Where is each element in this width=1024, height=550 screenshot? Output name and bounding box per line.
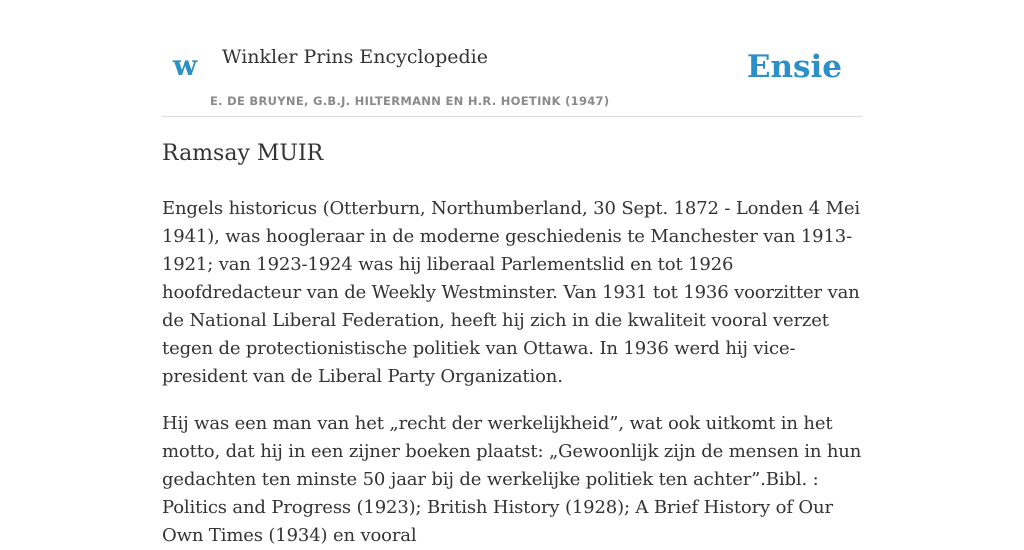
encyclopedia-authors: E. DE BRUYNE, G.B.J. HILTERMANN EN H.R. HOETINK (1947): [210, 94, 610, 108]
article-paragraph: Hij was een man van het „recht der werkelijkheid”, wat ook uitkomt in het motto, dat hij in een zijner boeken plaatst: „Gewoonlijk zijn de mensen in hun gedachten ten minste 50 jaar bij de werkelijke politiek ten achter”.Bibl. : Politics and Progress (1923); British History (1928); A Brief History of Our Own Times (1934) en vooral: [162, 413, 862, 546]
article-title: Ramsay MUIR: [162, 141, 324, 166]
encyclopedia-title[interactable]: Winkler Prins Encyclopedie: [222, 46, 488, 68]
winkler-prins-logo[interactable]: w: [173, 49, 198, 82]
article: [162, 138, 862, 550]
article-paragraph: Engels historicus (Otterburn, Northumberland, 30 Sept. 1872 - Londen 4 Mei 1941), was hoogleraar in de moderne geschiedenis te Manchester van 1913-1921; van 1923-1924 was hij liberaal Parlementslid en tot 1926 hoofdredacteur van de Weekly Westminster. Van 1931 tot 1936 voorzitter van de National Liberal Federation, heeft hij zich in die kwaliteit vooral verzet tegen de protectionistische politiek van Ottawa. In 1936 werd hij vice-president van de Liberal Party Organization.: [162, 198, 860, 387]
ensie-brand-logo[interactable]: Ensie: [746, 49, 842, 85]
site-header: [162, 0, 862, 117]
